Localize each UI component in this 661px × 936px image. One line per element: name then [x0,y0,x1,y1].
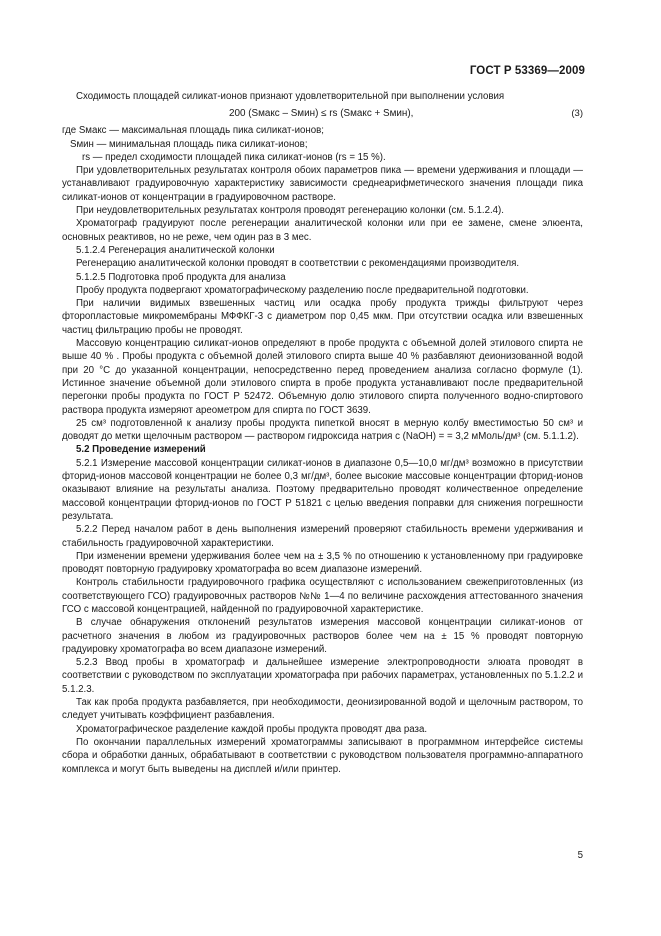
paragraph: При наличии видимых взвешенных частиц или осадка пробу продукта трижды фильтруют через фторопластовые микромембраны МФФКГ-3 с диаметром пор 0,45 мкм. При отсутствии осадка или взвешенных частиц фильтрацию пробы не проводят. [62,298,583,336]
section-heading: 5.2 Проведение измерений [76,444,206,456]
paragraph: Регенерацию аналитической колонки проводят в соответствии с рекомендациями производителя. [76,258,520,270]
paragraph: 5.2.2 Перед началом работ в день выполнения измерений проверяют стабильность времени удерживания и стабильность градуировочной характеристики. [62,524,583,549]
equation-expression: 200 (Sмакс – Sмин) ≤ rs (Sмакс + Sмин), [229,108,414,120]
document-body [62,90,583,776]
page-number: 5 [577,850,583,861]
paragraph: При изменении времени удерживания более чем на ± 3,5 % по отношению к установленному при градуировке проводят повторную градуировку хроматографа во всем диапазоне измерений. [62,550,583,576]
equation [62,104,583,124]
paragraph: Сходимость площадей силикат-ионов признают удовлетворительной при выполнении условия [76,91,505,102]
definition-line: rs — предел сходимости площадей пика силикат-ионов (rs = 15 %). [82,151,386,163]
paragraph: Хроматограф градуируют после регенерации аналитической колонки или при ее замене, смене элюента, основных реактивов, но не реже, чем один раз в 3 мес. [62,218,583,243]
definition-line: где Sмакс — максимальная площадь пика силикат-ионов; [62,125,324,137]
paragraph: Хроматографическое разделение каждой пробы продукта проводят два раза. [76,723,428,735]
paragraph: 25 см³ подготовленной к анализу пробы продукта пипеткой вносят в мерную колбу вместимостью 50 см³ и доводят до метки щелочным раствором — раствором гидроксида натрия c (NaOH) = = 3,2 мМоль/дм³ (см. 5.1.1.2). [62,417,583,443]
paragraph: 5.2.1 Измерение массовой концентрации силикат-ионов в диапазоне 0,5—10,0 мг/дм³ возможно в присутствии фторид-ионов массовой концентрации не более 0,3 мг/дм³, более высокие массовые концентрации фторид-ионов оказывают влияние на результаты анализа. Поэтому предварительно проводят количественное определение массовой концентрации фторид-ионов по ГОСТ Р 51821 с целью введения поправки для снижения погрешности результата. [62,457,583,522]
subsection-heading: 5.1.2.4 Регенерация аналитической колонки [76,244,275,256]
document-header: ГОСТ Р 53369—2009 [469,65,585,77]
definition-line: Sмин — минимальная площадь пика силикат-ионов; [70,138,308,150]
paragraph: 5.2.3 Ввод пробы в хроматограф и дальнейшее измерение электропроводности элюата проводят в соответствии с руководством по эксплуатации хроматографа при рабочих параметрах, установленных по 5.1.2.2 и 5.1.2.3. [62,657,583,695]
paragraph: При удовлетворительных результатах контроля обоих параметров пика — времени удерживания и площади — устанавливают градуировочную характеристику зависимости среднеарифметического значения площади пика силикат-ионов от концентрации в градуировочном растворе. [62,165,583,203]
paragraph: Так как проба продукта разбавляется, при необходимости, деонизированной водой и щелочным раствором, то следует учитывать коэффициент разбавления. [62,697,583,722]
paragraph: Пробу продукта подвергают хроматографическому разделению после предварительной подготовки. [76,284,529,296]
subsection-heading: 5.1.2.5 Подготовка проб продукта для анализа [76,271,286,283]
paragraph: Массовую концентрацию силикат-ионов определяют в пробе продукта с объемной долей этилового спирта не выше 40 % . Пробы продукта с объемной долей этилового спирта выше 40 % разбавляют деионизованной водой при 20 °С до указанной концентрации, непосредственно перед проведением анализа согласно формуле (1). Истинное значение объемной доли этилового спирта в пробе продукта устанавливают после предварительной перегонки пробы продукта по ГОСТ Р 52472. Объемную долю этилового спирта полученного водно-спиртового раствора продукта измеряют ареометром для спирта по ГОСТ 3639. [62,338,583,416]
paragraph: В случае обнаружения отклонений результатов измерения массовой концентрации силикат-ионов от расчетного значения в любом из градуировочных растворов более чем на ± 15 % проводят повторную градуировку хроматографа во всем диапазоне измерений. [62,617,583,655]
paragraph: Контроль стабильности градуировочного графика осуществляют с использованием свежеприготовленных (из соответствующего ГСО) градуировочных растворов №№ 1—4 по величине расхождения аттестованного значения ГСО с массовой концентрацией, найденной по градуировочной характеристике. [62,577,583,615]
paragraph: По окончании параллельных измерений хроматограммы записывают в программном интерфейсе системы сбора и обработки данных, обрабатывают в соответствии с руководством пользователя программно-аппаратного комплекса и могут быть выведены на дисплей и/или принтер. [62,736,583,775]
paragraph: При неудовлетворительных результатах контроля проводят регенерацию колонки (см. 5.1.2.4). [76,205,504,217]
equation-number: (3) [571,108,583,120]
